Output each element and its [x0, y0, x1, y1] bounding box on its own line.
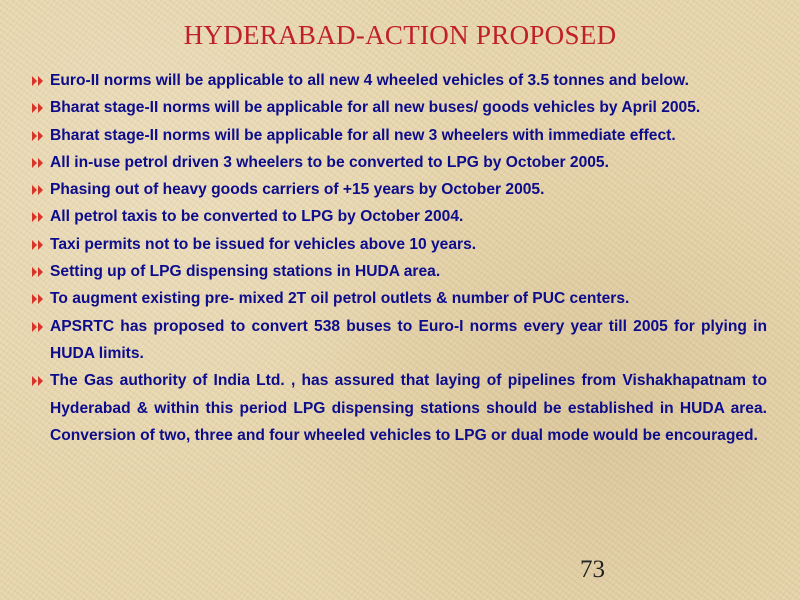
bullet-text: Setting up of LPG dispensing stations in HUDA area. — [50, 263, 441, 281]
double-chevron-right-icon — [31, 322, 45, 332]
double-chevron-right-icon — [31, 267, 45, 277]
bullet-item — [30, 67, 767, 94]
bullet-item — [30, 313, 767, 368]
bullet-text: Bharat stage-II norms will be applicable for all new buses/ goods vehicles by April 2005. — [50, 99, 701, 117]
bullet-item — [30, 149, 767, 176]
bullet-item — [30, 122, 767, 149]
bullet-list — [30, 67, 767, 449]
double-chevron-right-icon — [31, 294, 45, 304]
double-chevron-right-icon — [31, 212, 45, 222]
bullet-text: All petrol taxis to be converted to LPG by October 2004. — [50, 208, 464, 226]
double-chevron-right-icon — [31, 185, 45, 195]
slide-title: HYDERABAD-ACTION PROPOSED — [183, 20, 617, 50]
bullet-text: All in-use petrol driven 3 wheelers to be converted to LPG by October 2005. — [50, 153, 609, 171]
double-chevron-right-icon — [31, 240, 45, 250]
bullet-text: To augment existing pre- mixed 2T oil petrol outlets & number of PUC centers. — [50, 290, 630, 308]
bullet-item — [30, 176, 767, 203]
bullet-item — [30, 231, 767, 258]
double-chevron-right-icon — [31, 103, 45, 113]
bullet-text: Phasing out of heavy goods carriers of +15 years by October 2005. — [50, 181, 545, 199]
double-chevron-right-icon — [31, 158, 45, 168]
double-chevron-right-icon — [31, 76, 45, 86]
bullet-text: Taxi permits not to be issued for vehicles above 10 years. — [50, 235, 477, 253]
page-number: 73 — [580, 556, 605, 583]
bullet-item — [30, 367, 767, 449]
bullet-item — [30, 94, 767, 121]
double-chevron-right-icon — [31, 131, 45, 141]
bullet-text: The Gas authority of India Ltd. , has assured that laying of pipelines from Vishakhapatnam to Hyderabad & within this period LPG dispensing stations should be established in HUDA area. Conversion of two, three and four wheeled vehicles to LPG or dual mode would be encouraged. — [50, 372, 767, 444]
bullet-text: APSRTC has proposed to convert 538 buses to Euro-I norms every year till 2005 for plying in HUDA limits. — [50, 317, 767, 362]
bullet-text: Bharat stage-II norms will be applicable for all new 3 wheelers with immediate effect. — [50, 126, 676, 144]
bullet-item — [30, 258, 767, 285]
bullet-item — [30, 203, 767, 230]
bullet-text: Euro-II norms will be applicable to all new 4 wheeled vehicles of 3.5 tonnes and below. — [50, 72, 689, 89]
double-chevron-right-icon — [31, 376, 45, 386]
bullet-item — [30, 285, 767, 312]
